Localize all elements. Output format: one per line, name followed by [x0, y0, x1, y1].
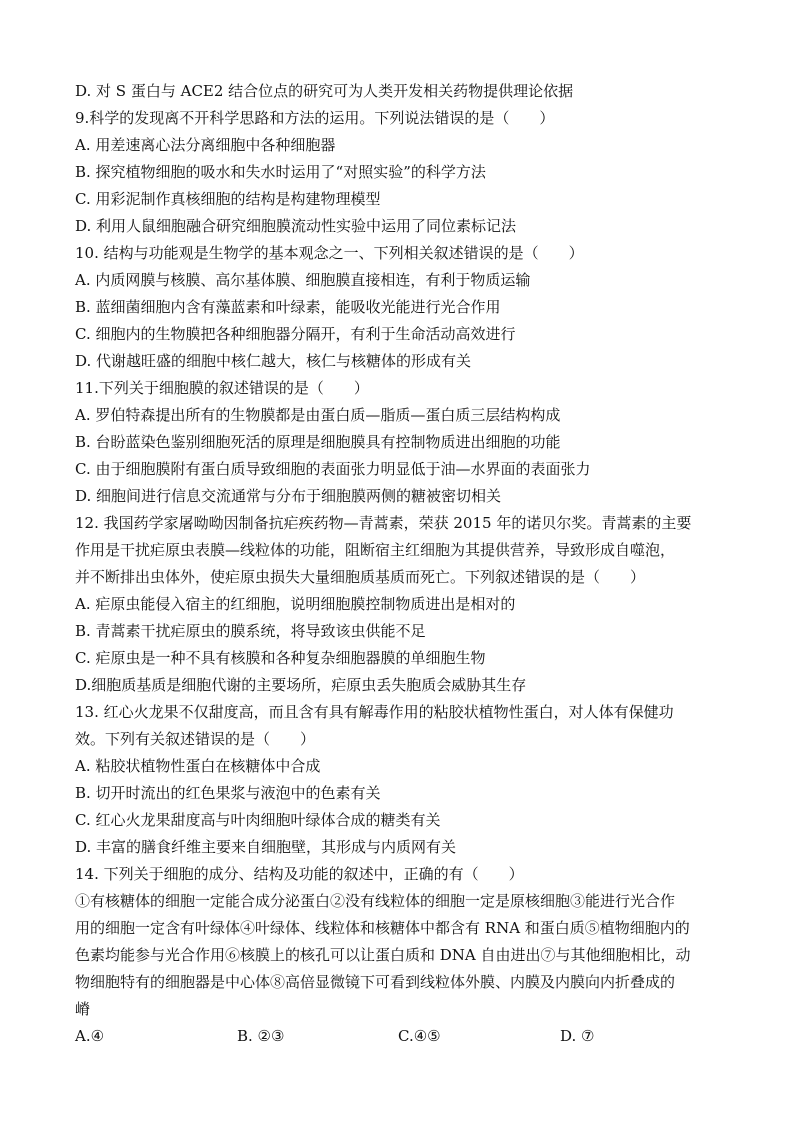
answer-a: A.④: [75, 1027, 105, 1045]
option-line: A. 用差速离心法分离细胞中各种细胞器: [75, 136, 336, 154]
option-line: D. 丰富的膳食纤维主要来自细胞壁，其形成与内质网有关: [75, 838, 457, 856]
question-14-stem: 14. 下列关于细胞的成分、结构及功能的叙述中，正确的有（ ）: [75, 865, 524, 883]
option-line: B. 切开时流出的红色果浆与液泡中的色素有关: [75, 784, 381, 802]
question-13-stem: 效。下列有关叙述错误的是（ ）: [75, 730, 316, 748]
option-line: A. 疟原虫能侵入宿主的红细胞，说明细胞膜控制物质进出是相对的: [75, 595, 516, 613]
option-line: D.细胞质基质是细胞代谢的主要场所，疟原虫丢失胞质会威胁其生存: [75, 676, 527, 694]
question-9-stem: 9.科学的发现离不开科学思路和方法的运用。下列说法错误的是（ ）: [75, 109, 555, 127]
statement-line: ①有核糖体的细胞一定能合成分泌蛋白②没有线粒体的细胞一定是原核细胞③能进行光合作: [75, 892, 676, 910]
question-sheet: [75, 78, 725, 1050]
question-13-stem: 13. 红心火龙果不仅甜度高，而且含有具有解毒作用的粘胶状植物性蛋白，对人体有保健功: [75, 703, 674, 721]
answer-c: C.④⑤: [398, 1027, 441, 1045]
option-line: B. 青蒿素干扰疟原虫的膜系统，将导致该虫供能不足: [75, 622, 426, 640]
option-line: C. 细胞内的生物膜把各种细胞器分隔开，有利于生命活动高效进行: [75, 325, 516, 343]
statement-line: 用的细胞一定含有叶绿体④叶绿体、线粒体和核糖体中都含有 RNA 和蛋白质⑤植物细胞内的: [75, 919, 690, 937]
option-line: C. 用彩泥制作真核细胞的结构是构建物理模型: [75, 190, 381, 208]
option-line: B. 探究植物细胞的吸水和失水时运用了“对照实验”的科学方法: [75, 163, 486, 181]
text-line: D. 对 S 蛋白与 ACE2 结合位点的研究可为人类开发相关药物提供理论依据: [75, 82, 574, 100]
question-12-stem: 并不断排出虫体外，使疟原虫损失大量细胞质基质而死亡。下列叙述错误的是（ ）: [75, 568, 646, 586]
question-12-stem: 作用是干扰疟原虫表膜—线粒体的功能，阻断宿主红细胞为其提供营养，导致形成自噬泡，: [75, 541, 676, 559]
option-line: A. 粘胶状植物性蛋白在核糖体中合成: [75, 757, 321, 775]
option-line: A. 内质网膜与核膜、高尔基体膜、细胞膜直接相连，有利于物质运输: [75, 271, 531, 289]
statement-line: 色素均能参与光合作用⑥核膜上的核孔可以让蛋白质和 DNA 自由进出⑦与其他细胞相比，动: [75, 946, 691, 964]
question-10-stem: 10. 结构与功能观是生物学的基本观念之一、下列相关叙述错误的是（ ）: [75, 244, 584, 262]
statement-line: 嵴: [75, 1000, 91, 1018]
option-line: A. 罗伯特森提出所有的生物膜都是由蛋白质—脂质—蛋白质三层结构构成: [75, 406, 561, 424]
question-11-stem: 11.下列关于细胞膜的叙述错误的是（ ）: [75, 379, 369, 397]
option-line: B. 台盼蓝染色鉴别细胞死活的原理是细胞膜具有控制物质进出细胞的功能: [75, 433, 561, 451]
option-line: C. 红心火龙果甜度高与叶肉细胞叶绿体合成的糖类有关: [75, 811, 441, 829]
answer-b: B. ②③: [237, 1027, 285, 1045]
answer-d: D. ⑦: [560, 1027, 595, 1045]
statement-line: 物细胞特有的细胞器是中心体⑧高倍显微镜下可看到线粒体外膜、内膜及内膜向内折叠成的: [75, 973, 676, 991]
option-line: B. 蓝细菌细胞内含有藻蓝素和叶绿素，能吸收光能进行光合作用: [75, 298, 501, 316]
option-line: D. 代谢越旺盛的细胞中核仁越大，核仁与核糖体的形成有关: [75, 352, 472, 370]
question-12-stem: 12. 我国药学家屠呦呦因制备抗疟疾药物—青蒿素，荣获 2015 年的诺贝尔奖。青蒿素的主要: [75, 514, 692, 532]
option-line: D. 细胞间进行信息交流通常与分布于细胞膜两侧的糖被密切相关: [75, 487, 502, 505]
option-line: C. 疟原虫是一种不具有核膜和各种复杂细胞器膜的单细胞生物: [75, 649, 486, 667]
option-line: C. 由于细胞膜附有蛋白质导致细胞的表面张力明显低于油—水界面的表面张力: [75, 460, 591, 478]
option-line: D. 利用人鼠细胞融合研究细胞膜流动性实验中运用了同位素标记法: [75, 217, 517, 235]
answer-choices: [75, 1023, 725, 1050]
